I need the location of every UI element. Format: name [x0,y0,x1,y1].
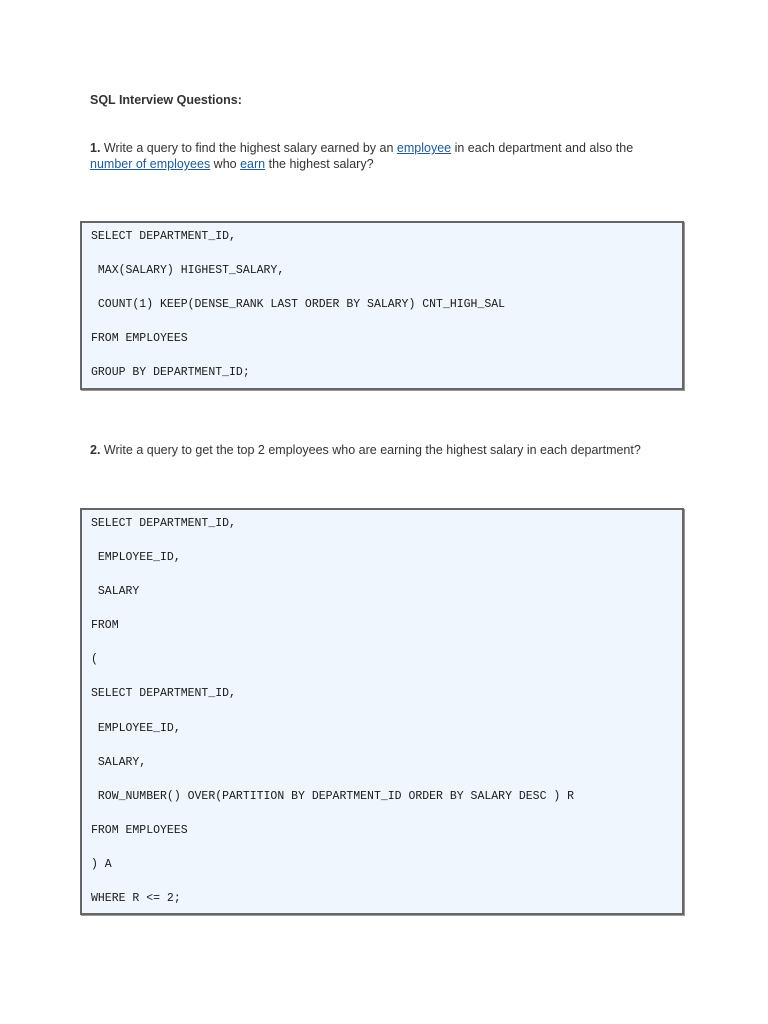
code-line: ( [91,653,98,666]
code-line: SELECT DEPARTMENT_ID, [91,517,236,530]
earn-link[interactable]: earn [240,157,266,171]
code-line: MAX(SALARY) HIGHEST_SALARY, [91,264,285,277]
code-line: SALARY, [91,756,147,769]
code-line: SALARY [91,585,140,598]
code-line: GROUP BY DEPARTMENT_ID; [91,366,250,379]
code-line: WHERE R <= 2; [91,892,181,905]
code-line: FROM EMPLOYEES [91,824,188,837]
code-line: EMPLOYEE_ID, [91,722,181,735]
question-text: Write a query to find the highest salary earned by an [100,141,397,155]
code-line: ROW_NUMBER() OVER(PARTITION BY DEPARTMENT_ID ORDER BY SALARY DESC ) R [91,790,575,803]
number-of-employees-link[interactable]: number of employees [90,157,211,171]
code-line: SELECT DEPARTMENT_ID, [91,230,236,243]
question-text: the highest salary? [265,157,374,171]
question-text: in each department and also the [451,141,634,155]
page-title: SQL Interview Questions: [90,93,242,107]
question-number: 1. [90,141,101,155]
question-2 [90,442,690,458]
code-line: ) A [91,858,112,871]
question-number: 2. [90,443,101,457]
question-text: Write a query to get the top 2 employees who are earning the highest salary in each department? [100,443,641,457]
code-line: SELECT DEPARTMENT_ID, [91,687,236,700]
code-line: EMPLOYEE_ID, [91,551,181,564]
code-block-1 [80,221,684,390]
employee-link[interactable]: employee [396,141,452,155]
code-line: COUNT(1) KEEP(DENSE_RANK LAST ORDER BY SALARY) CNT_HIGH_SAL [91,298,506,311]
code-line: FROM [91,619,119,632]
code-block-2 [80,508,684,915]
code-line: FROM EMPLOYEES [91,332,188,345]
question-text: who [210,157,241,171]
question-1 [90,140,690,172]
